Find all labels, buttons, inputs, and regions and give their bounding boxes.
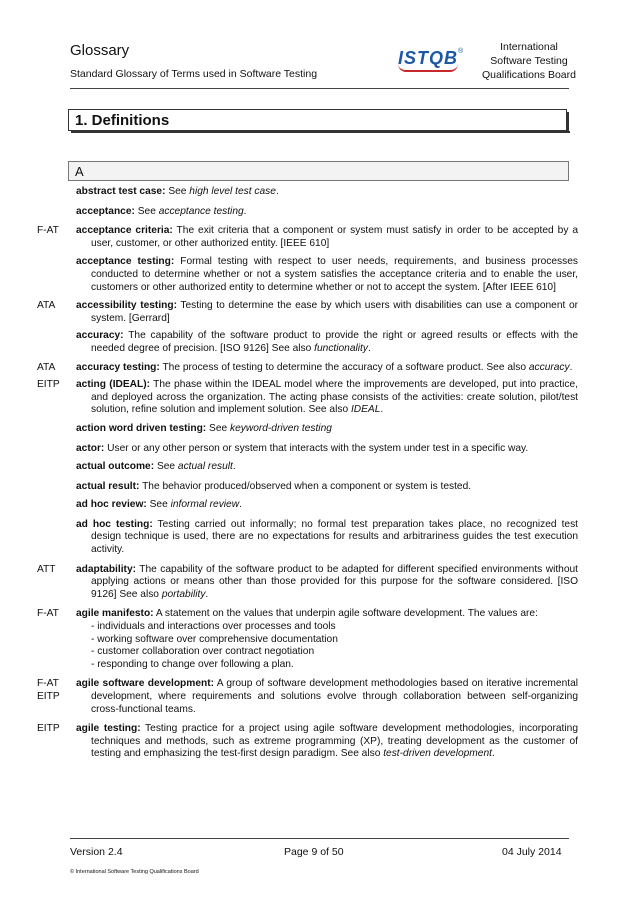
entry-body — [76, 256, 578, 294]
header-title: Glossary — [70, 42, 130, 59]
glossary-entry — [0, 481, 638, 494]
entry-term: acceptance: — [76, 205, 135, 217]
entry-cross-reference: keyword-driven testing — [229, 422, 332, 434]
footer-date: 04 July 2014 — [502, 846, 562, 858]
entry-definition: The behavior produced/observed when a component or system is tested. — [139, 480, 472, 492]
entry-term: actual outcome: — [76, 461, 155, 473]
entry-definition: The capability of the software product to provide the right or agreed results or effects with the needed degree of precision. [ISO 9126] See also — [91, 330, 578, 354]
entry-term: actor: — [76, 442, 105, 454]
glossary-entry — [0, 519, 638, 557]
glossary-entry — [0, 608, 638, 671]
entry-term: adaptability: — [76, 563, 137, 575]
entry-list-item: - working software over comprehensive documentation — [91, 633, 338, 645]
istqb-logo — [398, 48, 464, 70]
glossary-entry — [0, 564, 638, 602]
entry-definition: A group of software development methodologies based on iterative incremental development, where requirements and solutions evolve through collaboration between self-organizing cross-functional teams. — [91, 678, 579, 715]
glossary-entry — [0, 186, 638, 199]
glossary-entry — [0, 256, 638, 294]
glossary-entry — [0, 362, 638, 375]
entry-list-item: - responding to change over following a plan. — [91, 658, 294, 670]
footer-page-number: Page 9 of 50 — [284, 846, 344, 858]
entry-punctuation: . — [367, 342, 371, 354]
entry-cross-reference: portability — [161, 588, 206, 600]
entry-term: ad hoc testing: — [76, 518, 153, 530]
entry-list-item: - individuals and interactions over processes and tools — [91, 621, 336, 633]
entry-term: acceptance criteria: — [76, 225, 173, 237]
entry-definition: See — [154, 461, 178, 473]
header-rule — [70, 88, 569, 89]
entry-definition: See — [146, 499, 171, 511]
entry-cross-reference: informal review — [170, 499, 240, 511]
entry-cross-reference: acceptance testing — [158, 205, 244, 217]
entry-body — [76, 330, 578, 355]
glossary-entries — [0, 186, 638, 768]
entry-body — [76, 206, 578, 219]
entry-cross-reference: test-driven development — [383, 748, 492, 760]
entry-definition: The phase within the IDEAL model where the improvements are developed, put into practice, and deployed across the organization. The acting phase consists of the activities: create solution, pilot/test solution, refine solution and implement solution. See also — [91, 379, 578, 416]
entry-punctuation: . — [380, 404, 384, 416]
entry-body — [76, 300, 578, 325]
header-subtitle: Standard Glossary of Terms used in Software Testing — [70, 68, 318, 80]
org-line-3: Qualifications Board — [482, 69, 576, 81]
syllabus-tag: F-AT — [37, 225, 59, 237]
entry-term: agile manifesto: — [76, 608, 154, 620]
organization-name — [470, 40, 588, 82]
entry-term: accessibility testing: — [76, 300, 177, 312]
entry-term: accuracy testing: — [76, 361, 160, 373]
entry-body — [76, 225, 578, 250]
glossary-entry — [0, 443, 638, 456]
entry-term: agile testing: — [76, 723, 141, 735]
entry-definition: Formal testing with respect to user needs, requirements, and business processes conducted to determine whether or not a system satisfies the acceptance criteria and to enable the user, customers or other authorized entity to determine whether or not to accept the system. [After IEEE 610] — [91, 256, 578, 293]
syllabus-tag: EITP — [37, 379, 60, 391]
syllabus-tag: ATT — [37, 563, 56, 575]
entry-punctuation: . — [243, 205, 247, 217]
entry-cross-reference: functionality — [314, 342, 368, 354]
glossary-entry — [0, 330, 638, 355]
footer-copyright: © International Software Testing Qualifications Board — [70, 869, 199, 875]
glossary-entry — [0, 225, 638, 250]
entry-body — [76, 379, 578, 417]
entry-definition: The process of testing to determine the accuracy of a software product. See also — [159, 361, 529, 373]
entry-term: acting (IDEAL): — [76, 379, 151, 391]
glossary-entry — [0, 379, 638, 417]
entry-punctuation: . — [239, 499, 242, 511]
logo-registered-mark: ® — [458, 48, 464, 55]
entry-body — [76, 423, 578, 436]
entry-definition: See — [134, 205, 159, 217]
glossary-entry — [0, 499, 638, 512]
entry-body — [76, 723, 578, 761]
entry-cross-reference: high level test case — [189, 186, 276, 197]
entry-term: action word driven testing: — [76, 422, 207, 434]
entry-body — [76, 608, 578, 671]
entry-list-item: - customer collaboration over contract negotiation — [91, 646, 315, 658]
org-line-2: Software Testing — [490, 55, 568, 67]
entry-cross-reference: accuracy — [528, 361, 570, 373]
section-heading: 1. Definitions — [68, 109, 567, 131]
entry-body — [76, 564, 578, 602]
entry-term: acceptance testing: — [76, 256, 175, 268]
entry-definition: Testing to determine the ease by which users with disabilities can use a component or system. [Gerrard] — [91, 300, 578, 324]
syllabus-tag: F-AT EITP — [37, 678, 60, 702]
logo-text: ISTQB — [398, 48, 459, 68]
entry-definition: The exit criteria that a component or system must satisfy in order to be accepted by a user, customer, or other authorized entity. [IEEE 610] — [91, 225, 579, 249]
entry-punctuation: . — [569, 361, 573, 373]
glossary-entry — [0, 723, 638, 761]
glossary-entry — [0, 461, 638, 474]
entry-body — [76, 362, 578, 375]
entry-cross-reference: IDEAL — [350, 404, 381, 416]
entry-body — [76, 519, 578, 557]
glossary-entry — [0, 300, 638, 325]
entry-definition: User or any other person or system that interacts with the system under test in a specific way. — [104, 442, 529, 454]
glossary-entry — [0, 206, 638, 219]
entry-body — [76, 481, 578, 494]
entry-body — [76, 678, 578, 716]
entry-punctuation: . — [205, 588, 209, 600]
entry-term: ad hoc review: — [76, 499, 147, 511]
entry-body — [76, 443, 578, 456]
logo-swoosh — [398, 64, 458, 72]
entry-definition: Testing carried out informally; no formal test preparation takes place, no recognized test design technique is used, there are no expectations for results and arbitrariness guides the test execution activity. — [91, 518, 578, 556]
entry-body — [76, 186, 578, 199]
entry-cross-reference: actual result — [177, 461, 233, 473]
entry-term: abstract test case: — [76, 186, 166, 197]
footer-rule — [70, 838, 569, 839]
entry-body — [76, 461, 578, 474]
syllabus-tag: ATA — [37, 300, 56, 312]
entry-punctuation: . — [232, 461, 236, 473]
entry-body — [76, 499, 578, 512]
entry-term: actual result: — [76, 480, 140, 492]
footer-version: Version 2.4 — [70, 846, 123, 858]
entry-term: agile software development: — [76, 678, 214, 690]
org-line-1: International — [500, 41, 558, 53]
entry-punctuation: . — [275, 186, 279, 197]
entry-definition: See — [165, 186, 190, 197]
glossary-entry — [0, 678, 638, 716]
entry-definition: See — [206, 422, 230, 434]
glossary-entry — [0, 423, 638, 436]
syllabus-tag: EITP — [37, 723, 60, 735]
entry-term: accuracy: — [76, 330, 124, 342]
syllabus-tag: ATA — [37, 361, 56, 373]
letter-heading: A — [68, 161, 569, 181]
syllabus-tag: F-AT — [37, 608, 59, 620]
entry-definition: The capability of the software product to be adapted for different specified environments without applying actions or means other than those provided for this purpose for the software considered. [ISO 9126] See also — [91, 563, 578, 600]
entry-definition: Testing practice for a project using agile software development methodologies, incorporating techniques and methods, such as extreme programming (XP), treating development as the customer of testing and emphasizing the test-first design paradigm. See also — [91, 723, 578, 760]
entry-definition: A statement on the values that underpin agile software development. The values are: — [153, 608, 538, 620]
entry-punctuation: . — [491, 748, 495, 760]
